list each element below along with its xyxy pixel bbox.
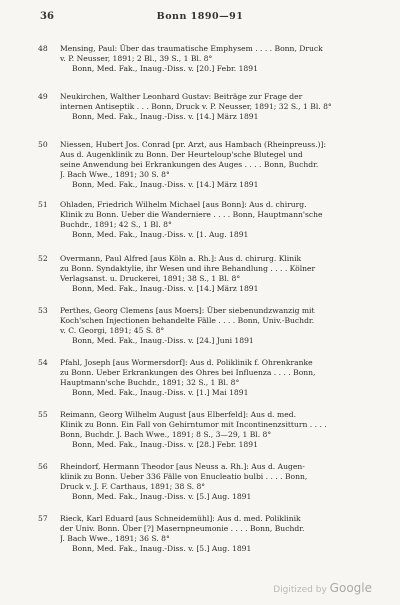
entry-faculty-line: Bonn, Med. Fak., Inaug.-Diss. v. [5.] Aug. 1891 — [72, 544, 252, 553]
entry-number: 48 — [38, 44, 48, 53]
digitized-watermark — [273, 581, 372, 595]
entry-faculty-line: Bonn, Med. Fak., Inaug.-Diss. v. [14.] März 1891 — [72, 112, 259, 121]
running-head: Bonn 1890—91 — [156, 11, 244, 22]
dissertation-entry — [38, 140, 364, 190]
entry-number: 53 — [38, 306, 48, 315]
entry-body — [60, 254, 364, 294]
entry-text-line: Verlagsanst. u. Druckerei, 1891; 38 S., 1 Bl. 8° — [60, 274, 241, 283]
dissertation-entry — [38, 462, 364, 502]
entry-faculty-line: Bonn, Med. Fak., Inaug.-Diss. v. [14.] März 1891 — [72, 180, 259, 189]
entry-faculty-line: Bonn, Med. Fak., Inaug.-Diss. v. [1. Aug. 1891 — [72, 230, 249, 239]
entry-text-line: klinik zu Bonn. Ueber 336 Fälle von Enucleatio bulbi . . . . Bonn, — [60, 472, 308, 481]
entry-text-line: zu Bonn. Ueber Erkrankungen des Ohres bei Influenza . . . . Bonn, — [60, 368, 316, 377]
entry-body — [60, 140, 364, 190]
entry-number: 54 — [38, 358, 48, 367]
dissertation-entry — [38, 306, 364, 346]
page-header — [40, 11, 360, 25]
entry-faculty-line: Bonn, Med. Fak., Inaug.-Diss. v. [28.] Febr. 1891 — [72, 440, 258, 449]
entry-text-line: Rieck, Karl Eduard [aus Schneidemühl]: Aus d. med. Poliklinik — [60, 514, 301, 523]
entry-text-line: seine Anwendung bei Erkrankungen des Auges . . . . Bonn, Buchdr. — [60, 160, 319, 169]
entry-body — [60, 44, 364, 74]
entry-text-line: v. P. Neusser, 1891; 2 Bl., 39 S., 1 Bl. 8° — [60, 54, 213, 63]
entry-text-line: der Univ. Bonn. Über [?] Masernpneumonie . . . . Bonn, Buchdr. — [60, 524, 305, 533]
entry-number: 56 — [38, 462, 48, 471]
entry-body — [60, 462, 364, 502]
entry-text-line: Buchdr., 1891; 42 S., 1 Bl. 8° — [60, 220, 172, 229]
entry-text-line: Koch'schen Injectionen behandelte Fälle . . . . Bonn, Univ.-Buchdr. — [60, 316, 315, 325]
entry-text-line: Reimann, Georg Wilhelm August [aus Elberfeld]: Aus d. med. — [60, 410, 296, 419]
entry-text-line: Neukirchen, Walther Leonhard Gustav: Beiträge zur Frage der — [60, 92, 303, 101]
entry-number: 55 — [38, 410, 48, 419]
entry-text-line: internen Antiseptik . . . Bonn, Druck v. P. Neusser, 1891; 32 S., 1 Bl. 8° — [60, 102, 332, 111]
entry-text-line: Ohladen, Friedrich Wilhelm Michael [aus Bonn]: Aus d. chirurg. — [60, 200, 307, 209]
dissertation-entry — [38, 92, 364, 122]
entry-body — [60, 92, 364, 122]
entry-body — [60, 306, 364, 346]
dissertation-entry — [38, 200, 364, 240]
entry-text-line: Overmann, Paul Alfred [aus Köln a. Rh.]: Aus d. chirurg. Klinik — [60, 254, 302, 263]
entry-number: 52 — [38, 254, 48, 263]
entry-text-line: v. C. Georgi, 1891; 45 S. 8° — [60, 326, 165, 335]
entry-text-line: Bonn, Buchdr. J. Bach Wwe., 1891; 8 S., 3—29, 1 Bl. 8° — [60, 430, 272, 439]
entry-faculty-line: Bonn, Med. Fak., Inaug.-Diss. v. [24.] Juni 1891 — [72, 336, 254, 345]
dissertation-entry — [38, 410, 364, 450]
entry-body — [60, 358, 364, 398]
entry-faculty-line: Bonn, Med. Fak., Inaug.-Diss. v. [5.] Aug. 1891 — [72, 492, 252, 501]
entry-number: 49 — [38, 92, 48, 101]
entry-text-line: J. Bach Wwe., 1891; 36 S. 8° — [60, 534, 170, 543]
dissertation-entry — [38, 254, 364, 294]
entry-faculty-line: Bonn, Med. Fak., Inaug.-Diss. v. [14.] März 1891 — [72, 284, 259, 293]
entry-faculty-line: Bonn, Med. Fak., Inaug.-Diss. v. [20.] Febr. 1891 — [72, 64, 258, 73]
dissertation-entry — [38, 44, 364, 74]
entry-text-line: Klinik zu Bonn. Ein Fall von Gehirntumor mit Incontinenzsitturn . . . . — [60, 420, 327, 429]
entry-text-line: J. Bach Wwe., 1891; 30 S. 8° — [60, 170, 170, 179]
entry-text-line: Klinik zu Bonn. Ueber die Wanderniere . . . . Bonn, Hauptmann'sche — [60, 210, 323, 219]
entry-text-line: Pfahl, Joseph [aus Wormersdorf]: Aus d. Poliklinik f. Ohrenkranke — [60, 358, 313, 367]
entry-text-line: zu Bonn. Syndaktylie, ihr Wesen und ihre Behandlung . . . . Kölner — [60, 264, 316, 273]
entry-text-line: Mensing, Paul: Über das traumatische Emphysem . . . . Bonn, Druck — [60, 44, 323, 53]
dissertation-entry — [38, 358, 364, 398]
entry-text-line: Perthes, Georg Clemens [aus Moers]: Über siebenundzwanzig mit — [60, 306, 315, 315]
entry-text-line: Niessen, Hubert Jos. Conrad [pr. Arzt, aus Hambach (Rheinpreuss.)]: — [60, 140, 326, 149]
entry-text-line: Hauptmann'sche Buchdr., 1891; 32 S., 1 Bl. 8° — [60, 378, 240, 387]
entry-body — [60, 514, 364, 554]
entry-body — [60, 410, 364, 450]
entry-body — [60, 200, 364, 240]
entry-text-line: Rheindorf, Hermann Theodor [aus Neuss a. Rh.]: Aus d. Augen- — [60, 462, 305, 471]
entry-faculty-line: Bonn, Med. Fak., Inaug.-Diss. v. [1.] Mai 1891 — [72, 388, 249, 397]
watermark-prefix: Digitized by — [273, 585, 327, 595]
entry-text-line: Druck v. J. F. Carthaus, 1891; 38 S. 8° — [60, 482, 206, 491]
entry-number: 50 — [38, 140, 48, 149]
entry-number: 51 — [38, 200, 48, 209]
dissertation-entry — [38, 514, 364, 554]
page-number: 36 — [40, 11, 54, 22]
entry-text-line: Aus d. Augenklinik zu Bonn. Der Heurteloup'sche Blutegel und — [60, 150, 303, 159]
entry-number: 57 — [38, 514, 48, 523]
watermark-brand: Google — [329, 581, 372, 595]
